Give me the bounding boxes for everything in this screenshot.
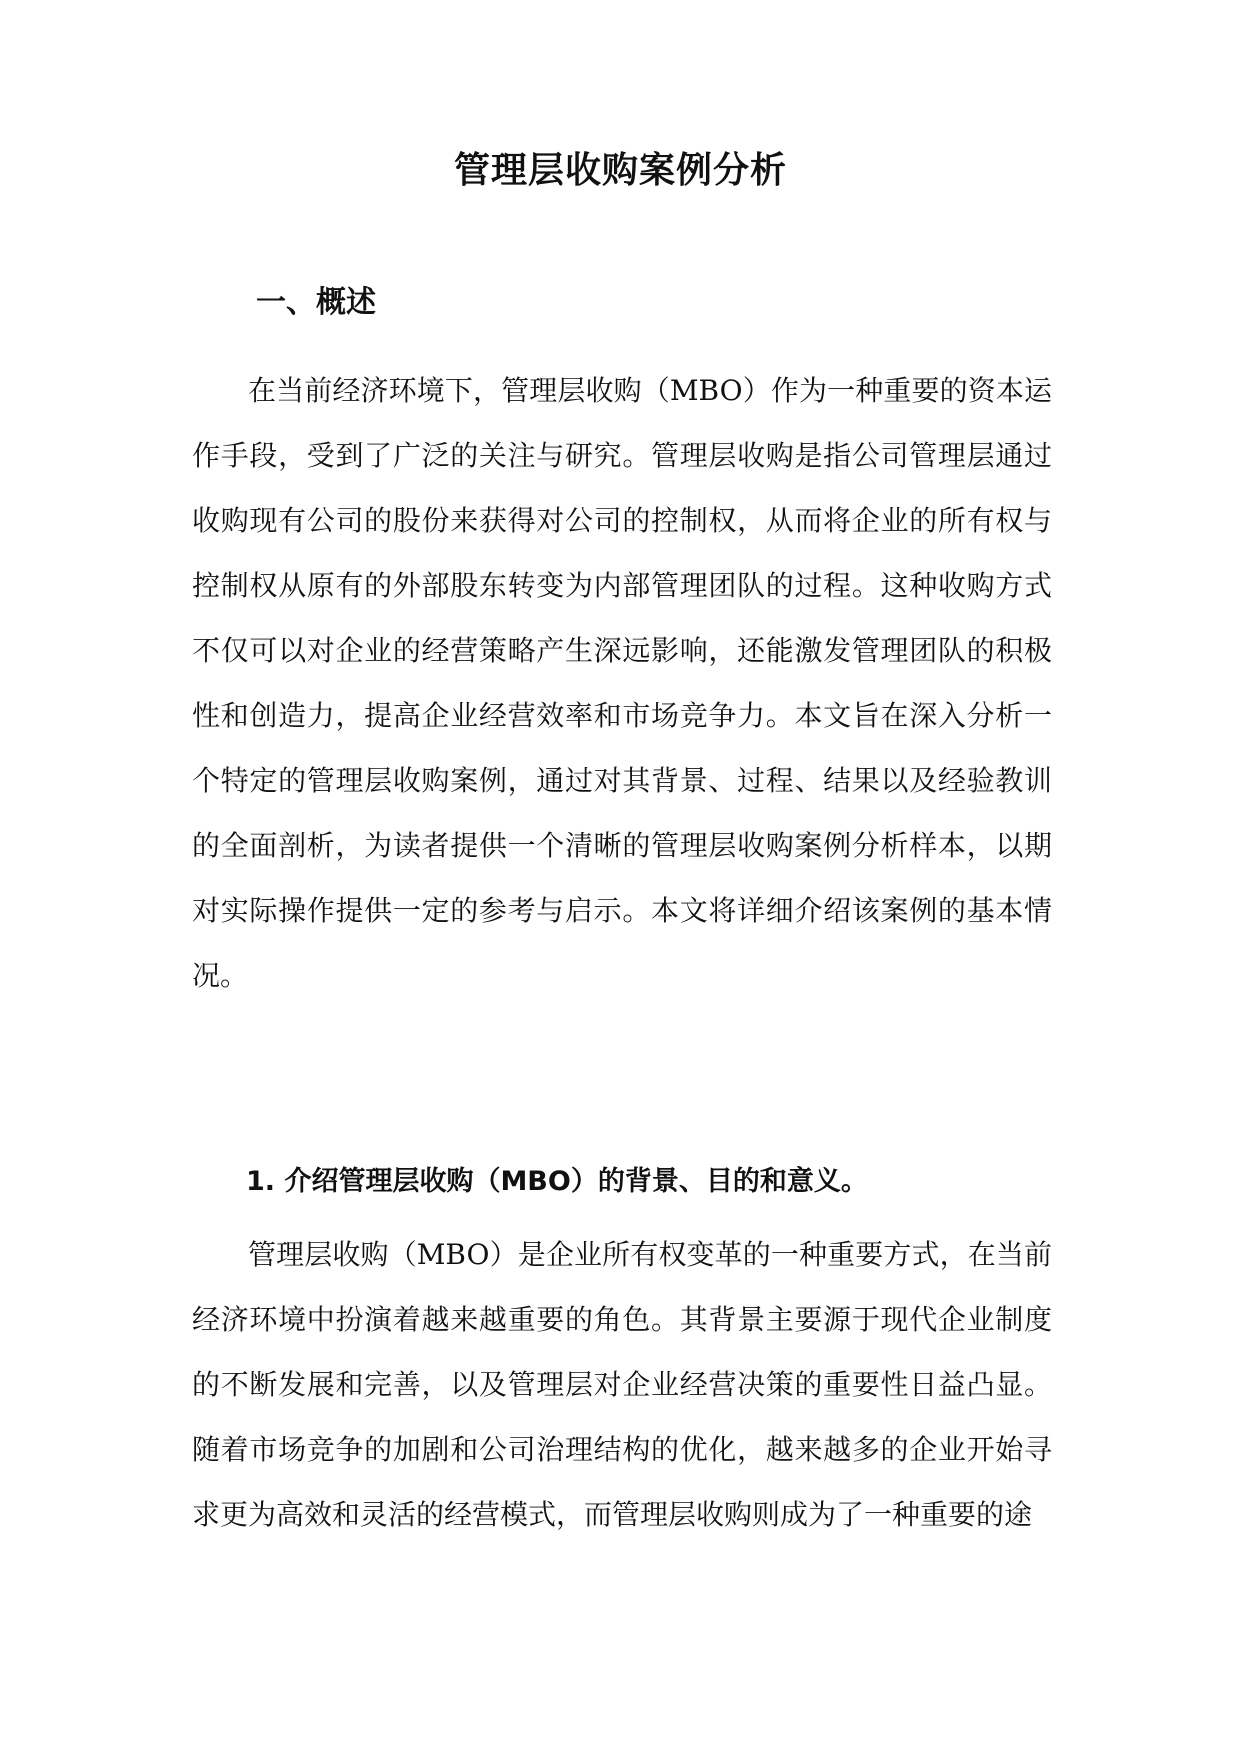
section-heading-overview: 一、概述: [256, 285, 376, 320]
document-title: 管理层收购案例分析: [453, 150, 787, 191]
section-overview-paragraph: 在当前经济环境下，管理层收购（MBO）作为一种重要的资本运作手段，受到了广泛的关注与研究。管理层收购是指公司管理层通过收购现有公司的股份来获得对公司的控制权，从而将企业的所有权与控制权从原有的外部股东转变为内部管理团队的过程。这种收购方式不仅可以对企业的经营策略产生深远影响，还能激发管理团队的积极性和创造力，提高企业经营效率和市场竞争力。本文旨在深入分析一个特定的管理层收购案例，通过对其背景、过程、结果以及经验教训的全面剖析，为读者提供一个清晰的管理层收购案例分析样本，以期对实际操作提供一定的参考与启示。本文将详细介绍该案例的基本情况。: [192, 374, 1052, 992]
subsection-heading-mbo-background: 1. 介绍管理层收购（MBO）的背景、目的和意义。: [246, 1166, 868, 1197]
subsection-mbo-background-paragraph: 管理层收购（MBO）是企业所有权变革的一种重要方式，在当前经济环境中扮演着越来越重要的角色。其背景主要源于现代企业制度的不断发展和完善，以及管理层对企业经营决策的重要性日益凸显。随着市场竞争的加剧和公司治理结构的优化，越来越多的企业开始寻求更为高效和灵活的经营模式，而管理层收购则成为了一种重要的途: [192, 1238, 1052, 1531]
